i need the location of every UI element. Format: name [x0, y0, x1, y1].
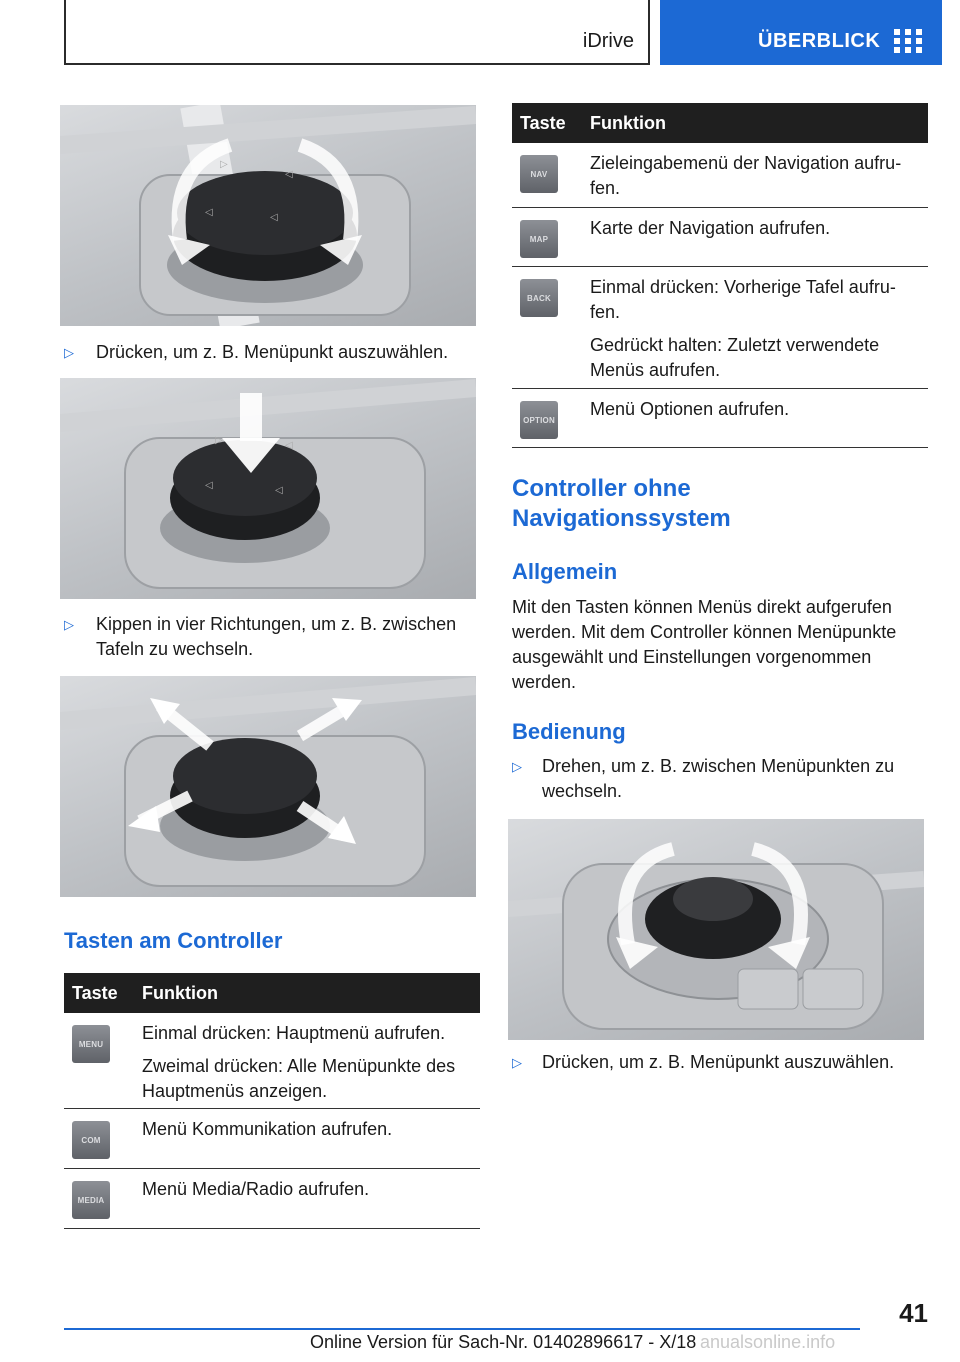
general-text: Mit den Tasten können Menüs direkt aufgerufen werden. Mit dem Controller können Menüpunkte ausgewählt und Einstellungen vorgenommen werden.: [512, 597, 897, 692]
subheading-operation: Bedienung: [512, 719, 626, 744]
menu-key-icon: MENU: [72, 1025, 110, 1063]
svg-text:◁: ◁: [285, 169, 293, 180]
nav-key-icon: NAV: [520, 155, 558, 193]
controller-without-nav-image: [508, 819, 924, 1040]
table-row: OPTION Menü Optionen aufrufen.: [512, 389, 928, 448]
watermark-text: anualsonline.info: [700, 1332, 836, 1352]
controller-press-image: [60, 378, 476, 599]
chapter-title: ÜBERBLICK: [758, 30, 881, 52]
option-key-icon: OPTION: [520, 401, 558, 439]
table-header: Taste Funktion: [64, 973, 480, 1013]
chapter-tab[interactable]: [660, 0, 942, 65]
svg-text:◁: ◁: [275, 485, 283, 496]
online-version-text: Online Version für Sach-Nr. 01402896617 - X/18: [310, 1332, 697, 1352]
section-title: iDrive: [582, 30, 634, 52]
bullet-triangle-icon: ▷: [64, 617, 74, 632]
table-row: MENU Einmal drücken: Hauptmenü aufrufen. Zweimal drücken: Alle Menüpunkte des Hauptmenüs anzeigen.: [64, 1013, 480, 1109]
svg-text:◁: ◁: [270, 212, 278, 223]
bullet-triangle-icon: ▷: [64, 345, 74, 360]
svg-text:◁: ◁: [205, 480, 213, 491]
bullet-triangle-icon: ▷: [512, 759, 522, 774]
footer-divider: [64, 1328, 860, 1330]
svg-text:▷: ▷: [215, 435, 223, 446]
right-key-table: [512, 103, 928, 448]
media-key-icon: MEDIA: [72, 1181, 110, 1219]
table-row: MEDIA Menü Media/Radio aufrufen.: [64, 1169, 480, 1229]
svg-text:◁: ◁: [205, 207, 213, 218]
svg-text:◁: ◁: [285, 440, 293, 451]
grid-icon[interactable]: [894, 29, 922, 53]
subheading-general: Allgemein: [512, 559, 618, 584]
table-row: COM Menü Kommunikation aufrufen.: [64, 1109, 480, 1169]
svg-text:▷: ▷: [220, 159, 228, 170]
back-key-icon: BACK: [520, 279, 558, 317]
com-key-icon: COM: [72, 1121, 110, 1159]
bullet-triangle-icon: ▷: [512, 1055, 522, 1070]
controller-tilt-image: [60, 676, 476, 897]
table-header: Taste Funktion: [512, 103, 928, 143]
controller-rotate-image: [60, 105, 476, 326]
heading-controller-keys: Tasten am Controller: [64, 928, 283, 953]
left-key-table: [64, 973, 480, 1229]
heading-controller-without-nav: Controller ohne Navigationssystem: [512, 475, 731, 532]
table-row: NAV Zieleingabemenü der Navigation aufru-fen.: [512, 143, 928, 208]
table-row: MAP Karte der Navigation aufrufen.: [512, 208, 928, 267]
table-row: BACK Einmal drücken: Vorherige Tafel aufru-fen. Gedrückt halten: Zuletzt verwendete Menüs aufrufen.: [512, 267, 928, 389]
map-key-icon: MAP: [520, 220, 558, 258]
page-number: 41: [899, 1298, 928, 1328]
header-section-box: [64, 0, 650, 65]
